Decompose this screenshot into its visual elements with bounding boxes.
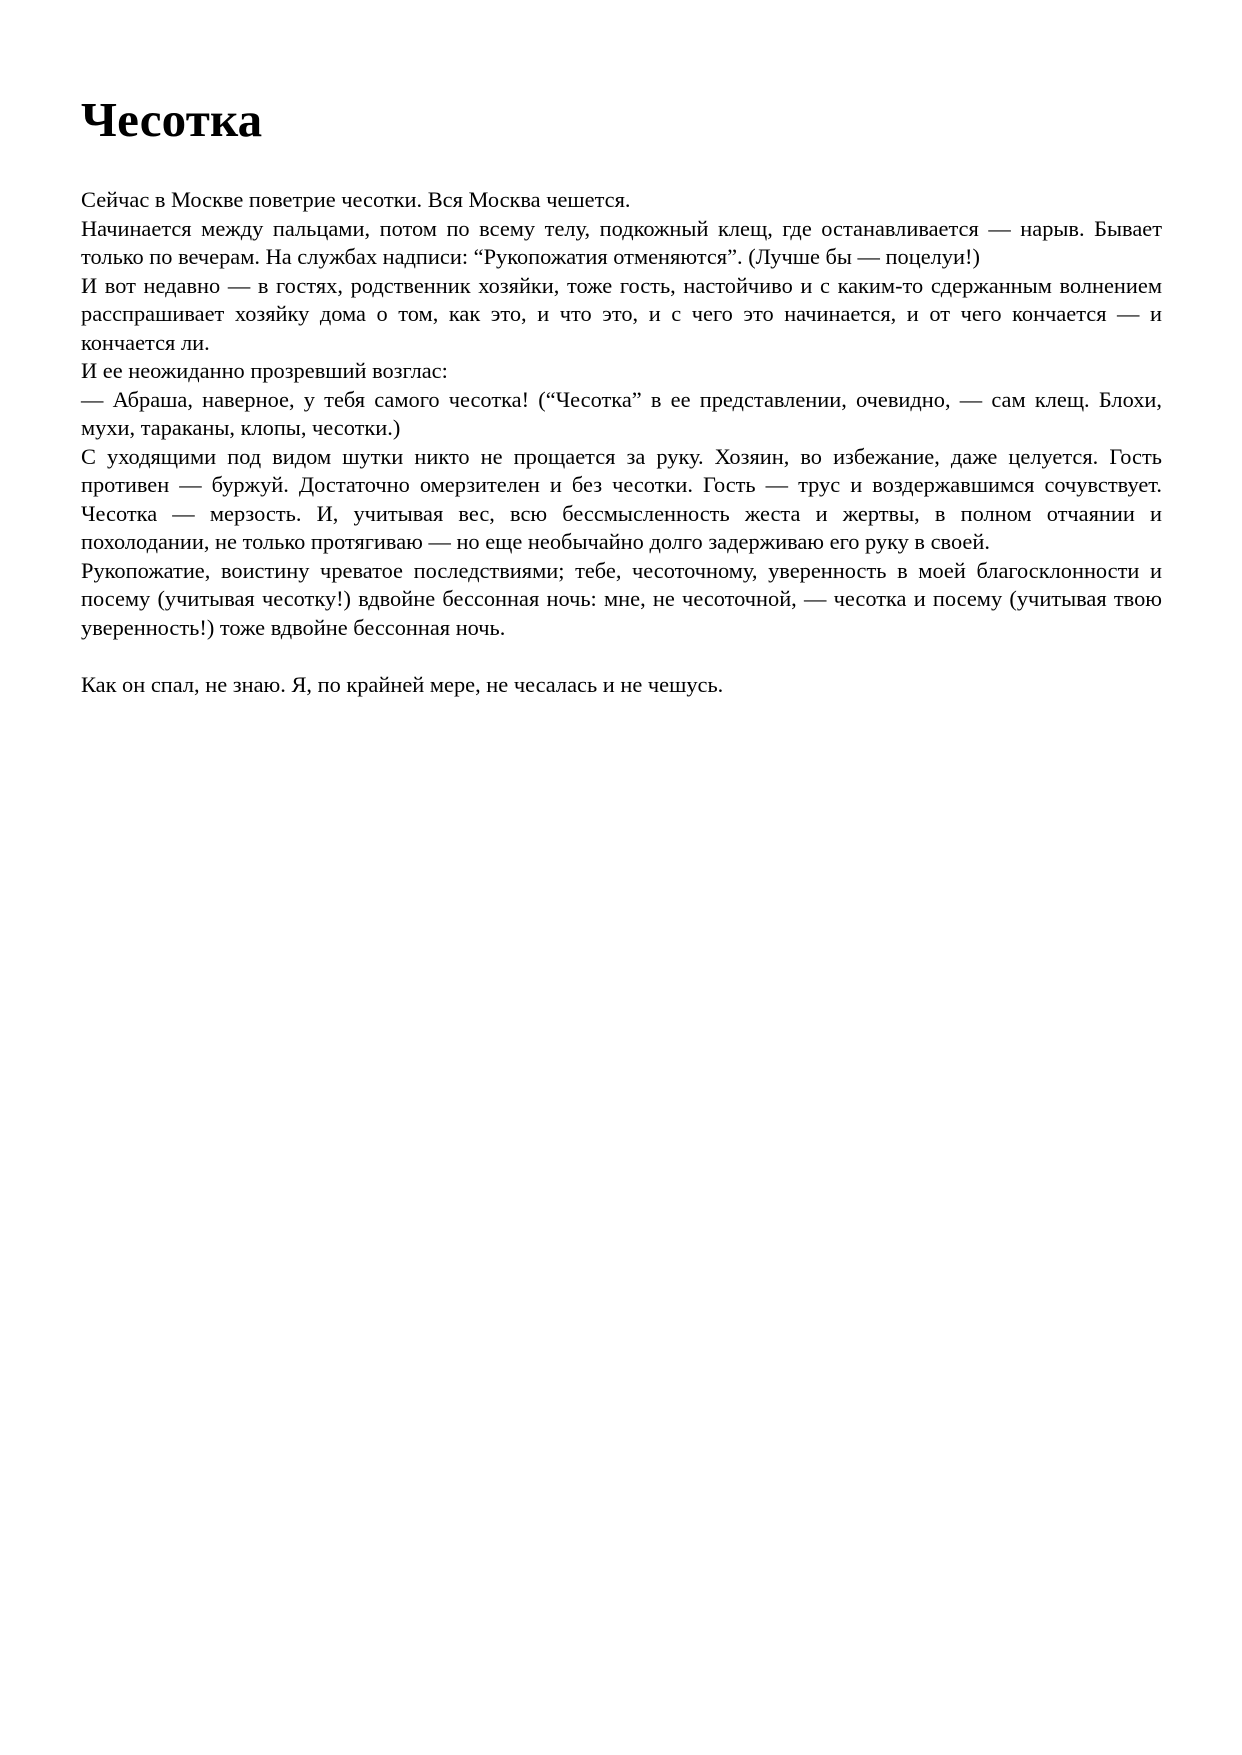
document-page [81,0,1162,699]
paragraph-5: — Абраша, наверное, у тебя самого чесотка! (“Чесотка” в ее представлении, очевидно, — сам клещ. Блохи, мухи, тараканы, клопы, чесотки.) [81,386,1162,440]
paragraph-spacer [81,642,1162,671]
paragraph-8: Как он спал, не знаю. Я, по крайней мере, не чесалась и не чешусь. [81,671,724,697]
paragraph-1: Сейчас в Москве поветрие чесотки. Вся Москва чешется. [81,187,631,212]
paragraph-6: С уходящими под видом шутки никто не прощается за руку. Хозяин, во избежание, даже целуется. Гость противен — буржуй. Достаточно омерзителен и без чесотки. Гость — трус и воздержавшимся сочувствует. Чесотка — мерзость. И, учитывая вес, всю бессмысленность жеста и жертвы, в полном отчаянии и похолодании, не только протягиваю — но еще необычайно долго задерживаю его руку в своей. [81,443,1162,554]
paragraph-3: И вот недавно — в гостях, родственник хозяйки, тоже гость, настойчиво и с каким-то сдержанным волнением расспрашивает хозяйку дома о том, как это, и что это, и с чего это начинается, и от чего кончается — и кончается ли. [81,272,1162,355]
document-body [81,186,1162,699]
paragraph-2: Начинается между пальцами, потом по всему телу, подкожный клещ, где останавливается — нарыв. Бывает только по вечерам. На службах надписи: “Рукопожатия отменяются”. (Лучше бы — поцелуи!) [81,215,1162,269]
paragraph-7: Рукопожатие, воистину чреватое последствиями; тебе, чесоточному, уверенность в моей благосклонности и посему (учитывая чесотку!) вдвойне бессонная ночь: мне, не чесоточной, — чесотка и посему (учитывая твою уверенность!) тоже вдвойне бессонная ночь. [81,557,1162,640]
paragraph-4: И ее неожиданно прозревший возглас: [81,358,448,383]
document-title: Чесотка [81,92,263,147]
